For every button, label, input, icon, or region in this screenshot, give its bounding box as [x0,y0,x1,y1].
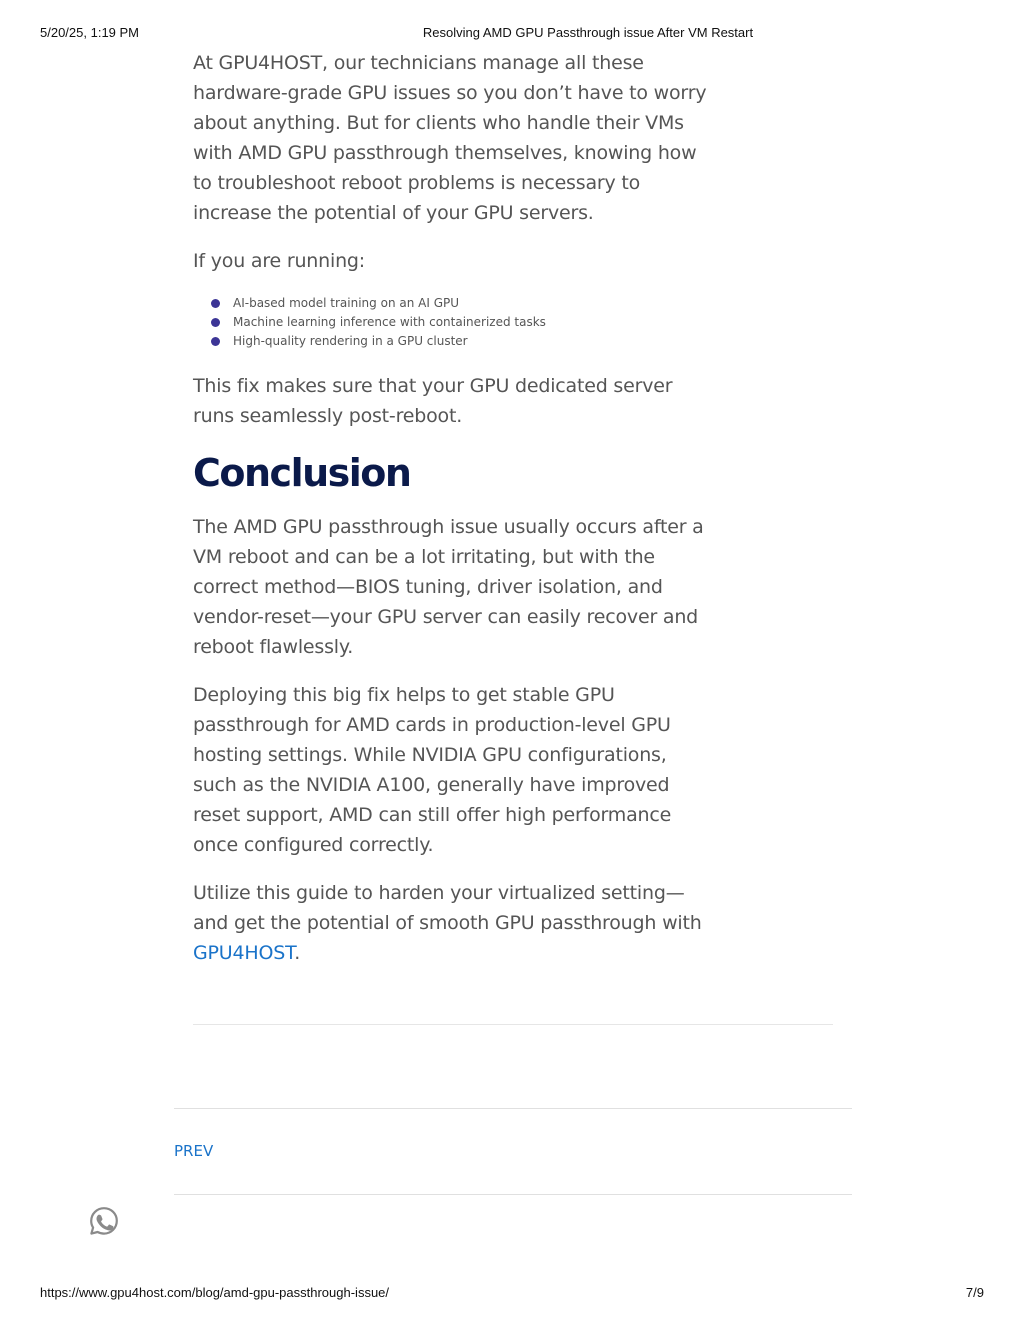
use-case-list [193,294,546,351]
conclusion-paragraph-3-text: Utilize this guide to harden your virtualized setting—and get the potential of smooth GPU passthrough with [193,882,702,934]
print-page-title: Resolving AMD GPU Passthrough issue After VM Restart [422,25,754,40]
whatsapp-icon[interactable] [88,1205,120,1237]
list-item-text: High-quality rendering in a GPU cluster [233,334,468,348]
article-divider [193,1024,833,1025]
intro-paragraph: At GPU4HOST, our technicians manage all these hardware-grade GPU issues so you don’t have to worry about anything. But for clients who handle their VMs with AMD GPU passthrough themselves, knowing how to troubleshoot reboot problems is necessary to increase the potential of your GPU servers. [193,52,707,224]
nav-bottom-divider [174,1194,852,1195]
conclusion-paragraph-2: Deploying this big fix helps to get stable GPU passthrough for AMD cards in production-level GPU hosting settings. While NVIDIA GPU configurations, such as the NVIDIA A100, generally have improved reset support, AMD can still offer high performance once configured correctly. [193,684,672,856]
list-item [193,313,546,332]
bullet-dot-icon [211,299,220,308]
conclusion-paragraph-1: The AMD GPU passthrough issue usually occurs after a VM reboot and can be a lot irritating, but with the correct method—BIOS tuning, driver isolation, and vendor-reset—your GPU server can easily recover and reboot flawlessly. [193,516,704,658]
article-content [193,48,713,964]
conclusion-paragraph-3 [193,878,713,968]
print-url: https://www.gpu4host.com/blog/amd-gpu-passthrough-issue/ [40,1285,390,1300]
print-page-number: 7/9 [965,1285,984,1300]
prev-post-link[interactable]: PREV [174,1142,214,1160]
bullet-dot-icon [211,318,220,327]
conclusion-heading: Conclusion [193,451,411,495]
list-item [193,294,546,313]
whatsapp-icon-graphic [88,1205,120,1237]
bullet-dot-icon [211,337,220,346]
nav-top-divider [174,1108,852,1109]
gpu4host-link[interactable]: GPU4HOST [193,942,295,964]
list-item-text: Machine learning inference with containerized tasks [233,315,546,329]
list-item [193,332,546,351]
fix-paragraph: This fix makes sure that your GPU dedicated server runs seamlessly post-reboot. [193,375,673,427]
conclusion-paragraph-3-end: . [294,942,301,964]
list-item-text: AI-based model training on an AI GPU [233,296,460,310]
running-intro: If you are running: [193,250,365,272]
print-date: 5/20/25, 1:19 PM [40,25,140,40]
